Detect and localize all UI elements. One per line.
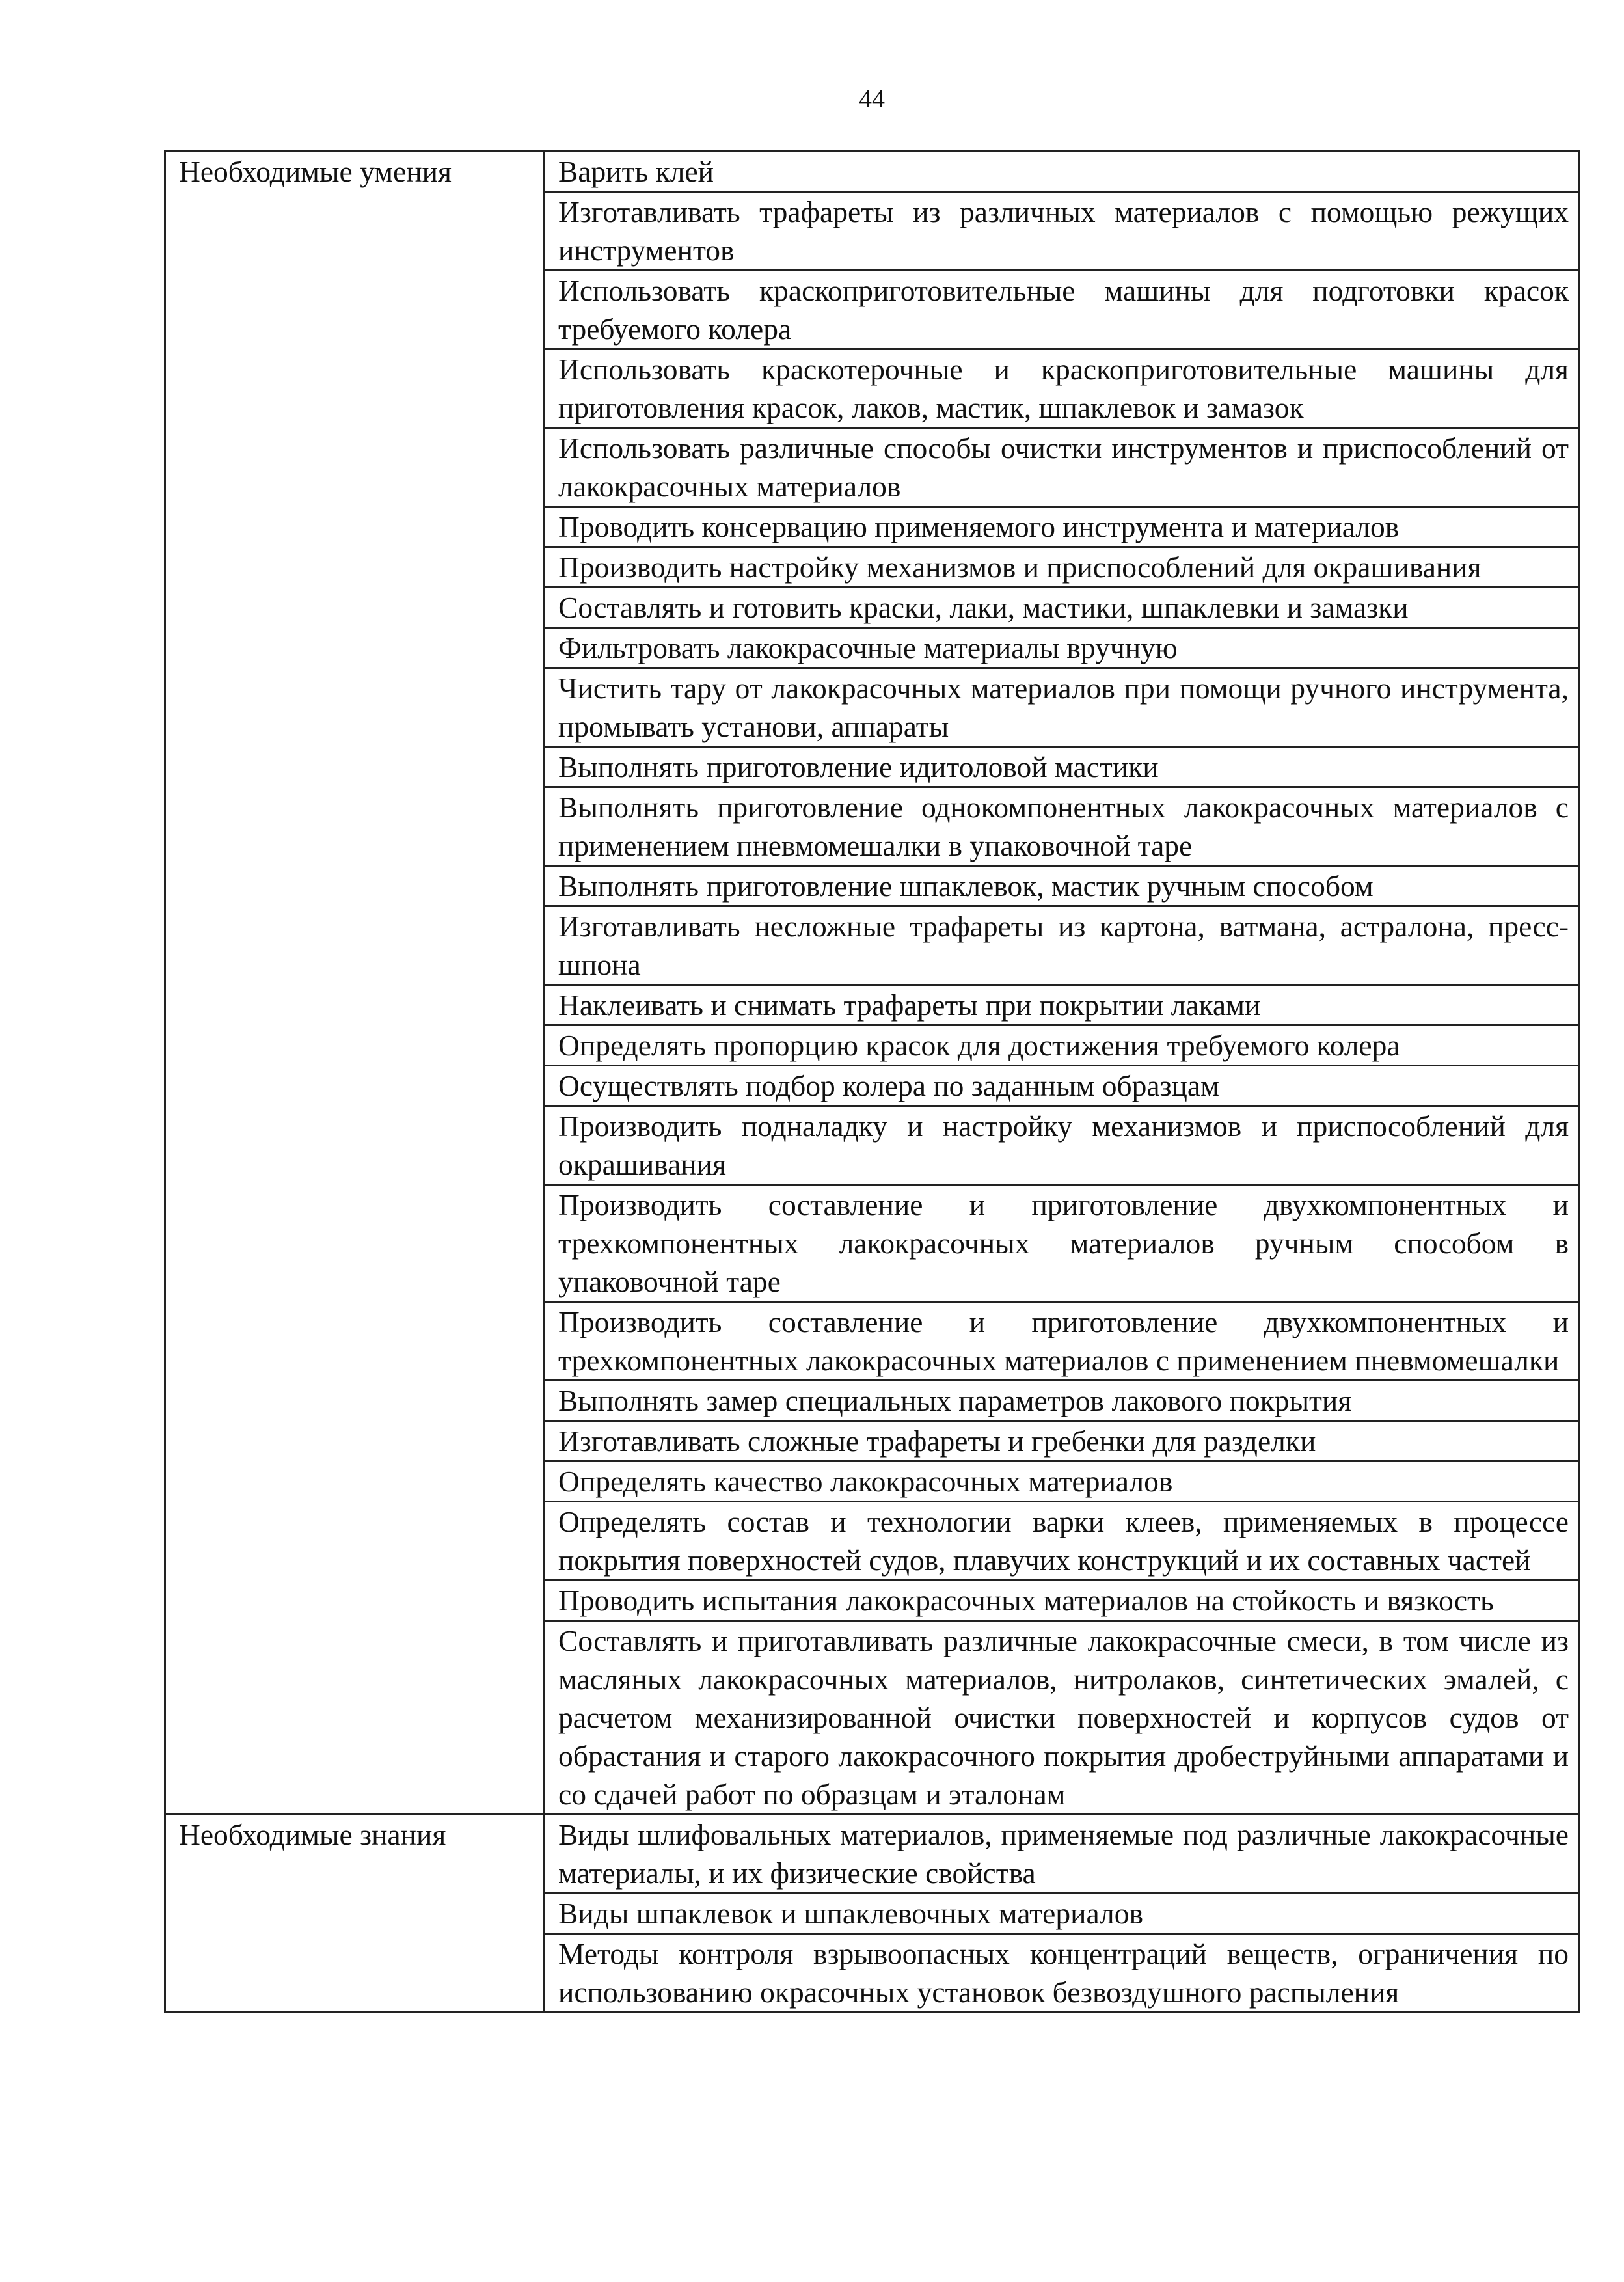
requirement-item: Фильтровать лакокрасочные материалы вручную	[545, 628, 1579, 668]
requirement-item: Определять пропорцию красок для достижения требуемого колера	[545, 1026, 1579, 1066]
requirement-item: Наклеивать и снимать трафареты при покрытии лаками	[545, 985, 1579, 1026]
requirement-item: Производить составление и приготовление двухкомпонентных и трехкомпонентных лакокрасочных материалов ручным способом в упаковочной таре	[545, 1185, 1579, 1302]
requirement-item: Выполнять замер специальных параметров лакового покрытия	[545, 1381, 1579, 1421]
requirement-item: Методы контроля взрывоопасных концентраций веществ, ограничения по использованию окрасочных установок безвоздушного распыления	[545, 1934, 1579, 2013]
requirement-item: Проводить испытания лакокрасочных материалов на стойкость и вязкость	[545, 1581, 1579, 1621]
requirement-item: Составлять и приготавливать различные лакокрасочные смеси, в том числе из масляных лакокрасочных материалов, нитролаков, синтетических эмалей, с расчетом механизированной очистки поверхностей и корпусов судов от обрастания и старого лакокрасочного покрытия дробеструйными аппаратами и со сдачей работ по образцам и эталонам	[545, 1621, 1579, 1815]
requirement-item: Определять качество лакокрасочных материалов	[545, 1461, 1579, 1502]
requirement-item: Использовать краскоприготовительные машины для подготовки красок требуемого колера	[545, 271, 1579, 349]
requirement-item: Составлять и готовить краски, лаки, мастики, шпаклевки и замазки	[545, 588, 1579, 628]
requirement-item: Виды шлифовальных материалов, применяемые под различные лакокрасочные материалы, и их физические свойства	[545, 1815, 1579, 1894]
requirement-item: Производить подналадку и настройку механизмов и приспособлений для окрашивания	[545, 1106, 1579, 1185]
requirement-item: Варить клей	[545, 152, 1579, 192]
requirements-table	[164, 150, 1580, 2013]
requirement-item: Чистить тару от лакокрасочных материалов при помощи ручного инструмента, промывать установи, аппараты	[545, 668, 1579, 747]
table-row	[165, 152, 1579, 192]
requirement-item: Использовать краскотерочные и краскоприготовительные машины для приготовления красок, лаков, мастик, шпаклевок и замазок	[545, 349, 1579, 428]
requirement-item: Выполнять приготовление шпаклевок, мастик ручным способом	[545, 866, 1579, 906]
requirement-item: Виды шпаклевок и шпаклевочных материалов	[545, 1894, 1579, 1934]
requirement-item: Осуществлять подбор колера по заданным образцам	[545, 1066, 1579, 1106]
requirement-item: Производить составление и приготовление двухкомпонентных и трехкомпонентных лакокрасочных материалов с применением пневмомешалки	[545, 1302, 1579, 1381]
section-label: Необходимые умения	[165, 152, 545, 1815]
requirement-item: Выполнять приготовление однокомпонентных лакокрасочных материалов с применением пневмомешалки в упаковочной таре	[545, 787, 1579, 866]
page-number: 44	[859, 84, 885, 113]
requirements-table-body	[165, 152, 1579, 2013]
requirement-item: Проводить консервацию применяемого инструмента и материалов	[545, 507, 1579, 547]
requirement-item: Изготавливать сложные трафареты и гребенки для разделки	[545, 1421, 1579, 1461]
requirement-item: Изготавливать трафареты из различных материалов с помощью режущих инструментов	[545, 192, 1579, 271]
table-row	[165, 1815, 1579, 1894]
requirement-item: Изготавливать несложные трафареты из картона, ватмана, астралона, пресс-шпона	[545, 906, 1579, 985]
requirement-item: Использовать различные способы очистки инструментов и приспособлений от лакокрасочных материалов	[545, 428, 1579, 507]
requirement-item: Производить настройку механизмов и приспособлений для окрашивания	[545, 547, 1579, 588]
section-label: Необходимые знания	[165, 1815, 545, 2013]
requirement-item: Выполнять приготовление идитоловой мастики	[545, 747, 1579, 787]
requirement-item: Определять состав и технологии варки клеев, применяемых в процессе покрытия поверхностей судов, плавучих конструкций и их составных частей	[545, 1502, 1579, 1581]
